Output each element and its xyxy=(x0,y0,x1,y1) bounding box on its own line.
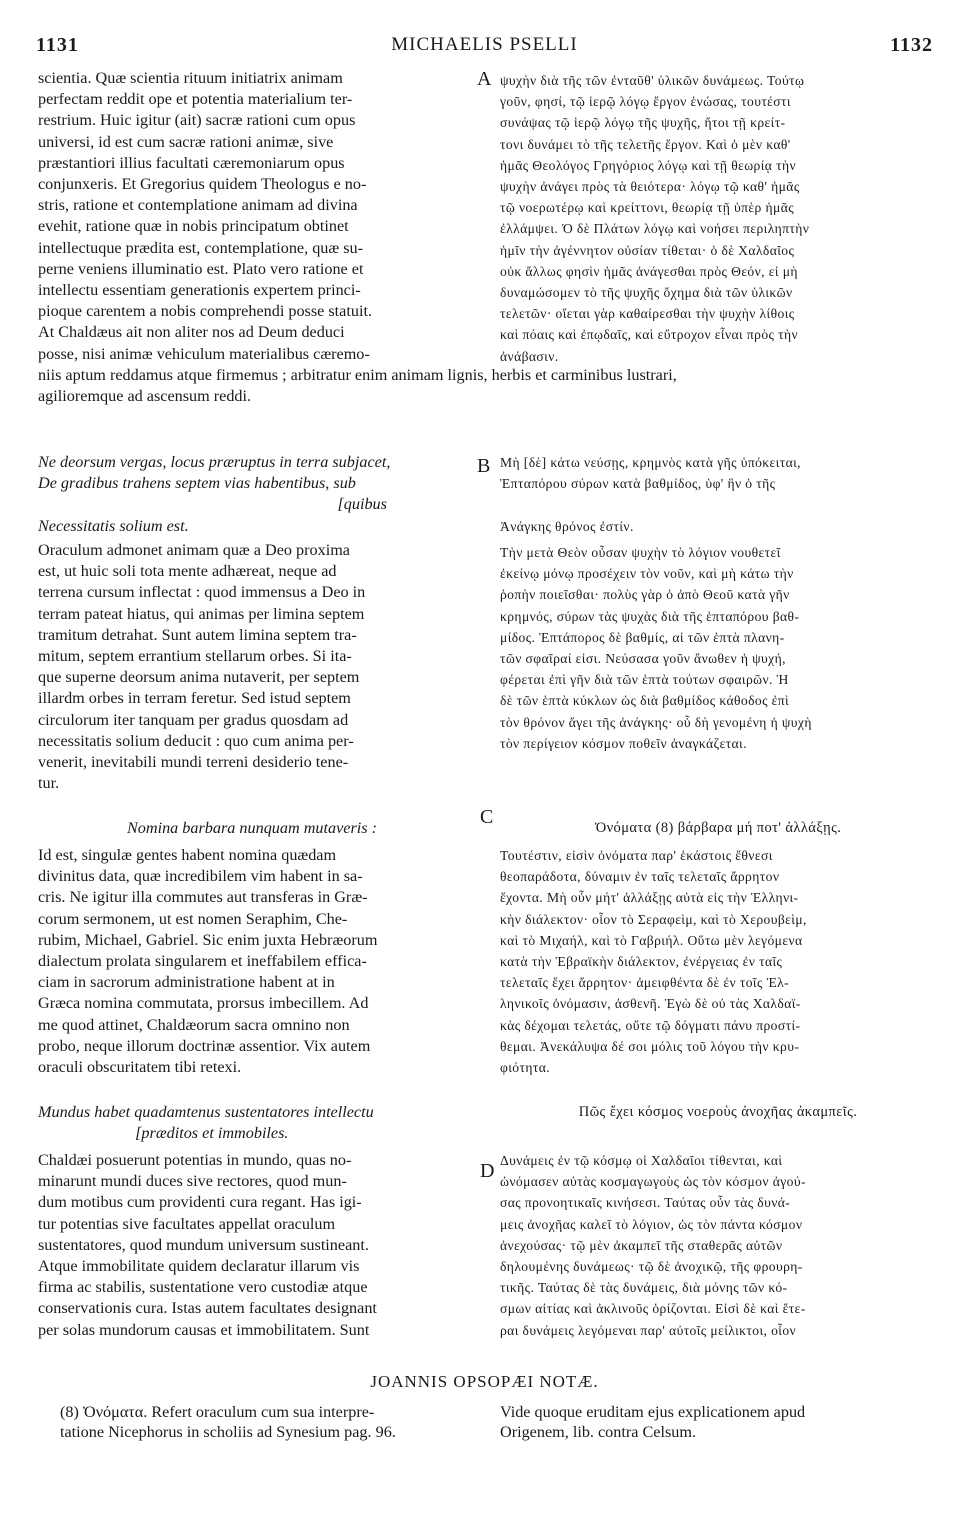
heading-greek-d: Πῶς ἔχει κόσμος νοεροὺς ἀνοχῆας ἀκαμπεῖς. xyxy=(578,1104,858,1120)
page-number-right: 1132 xyxy=(890,34,933,56)
latin-text-section-a-continued: niis aptum reddamus atque firmemus ; arbitratur enim animam lignis, herbis et carminibus lustrari, agilioremque ad ascensum reddi. xyxy=(38,366,677,406)
notes-title: JOANNIS OPSOPÆI NOTÆ. xyxy=(370,1372,599,1391)
oracle-greek-c: Ὀνόματα (8) βάρβαρα μή ποτ' ἀλλάξῃς. xyxy=(594,820,842,836)
latin-text-section-a: scientia. Quæ scientia rituum initiatrix animam perfectam reddit ope et potentia materialium ter- restrium. Huic igitur (ait) sacræ rationi cum opus universi, id est cum sacræ rationi animæ, sive præstantiori illius facultati cæremoniarum opus conjunxeris. Et Gregorius quidem Theologus e no- stris, ratione et contemplatione animam ad divina evehit, ratione quæ in nobis principatum obtinet intellectuque prædita est, contemplatione, quæ su- perne veniens illuminatio est. Plato vero ratione et intellectu essentiam generationis expertem princi- pioque carentem a nobis comprehendi posse statuit. At Chaldæus ait non aliter nos ad Deum deduci posse, nisi animæ vehiculum materialibus cæremo- xyxy=(38,69,373,363)
page-number-left: 1131 xyxy=(36,34,79,56)
margin-marker-c: C xyxy=(480,806,494,828)
page-header xyxy=(36,34,933,62)
greek-commentary-c: Τουτέστιν, εἰσὶν ὀνόματα παρ' ἑκάστοις ἔθνεσι θεοπαράδοτα, δύναμιν ἐν ταῖς τελεταῖς ἄρρητον ἔχοντα. Μὴ οὖν μήτ' ἀλλάξῃς αὐτὰ εἰς τὴν Ἑλληνι- κὴν διάλεκτον· οἷον τὸ Σεραφεὶμ, καὶ τὸ Χερουβεὶμ, καὶ τὸ Μιχαήλ, καὶ τὸ Γαβριήλ. Οὕτω μὲν λεγόμενα κατὰ τὴν Ἑβραϊκὴν διάλεκτον, ἐνέργειας ἐν ταῖς τελεταῖς ἔχει ἄρρητον· ἀμειφθέντα δὲ ἐν τοῖς Ἑλ- ληνικοῖς ὀνόμασιν, ἀσθενῆ. Ἐγὼ δὲ οὐ τὰς Χαλδαϊ- κὰς δέχομαι τελετάς, οὔτε τῷ δόγματι πάνυ προστί- θεμαι. Ἀνεκάλυψα δέ σοι μόλις τοῦ λόγου τὴν κρυ- φιότητα. xyxy=(500,848,807,1076)
greek-text-section-a: ψυχὴν διὰ τῆς τῶν ἐνταῦθ' ὑλικῶν δυνάμεως. Τούτῳ γοῦν, φησί, τῷ ἱερῷ λόγῳ ἔργον ἑνώσας, τουτέστι συνάψας τῷ ἱερῷ λόγῳ τῆς ψυχῆς, ἤτοι τῇ κρείτ- τονι δυνάμει τὸ τῆς τελετῆς ἔργον. Καὶ ὁ μὲν καθ' ἡμᾶς Θεολόγος Γρηγόριος λόγῳ καὶ τῇ θεωρίᾳ τὴν ψυχὴν ἀνάγει πρὸς τὰ θειότερα· λόγῳ τῷ καθ' ἡμᾶς τῷ νοερωτέρῳ καὶ κρείττονι, θεωρίᾳ τῇ ὑπὲρ ἡμᾶς ἐλλάμψει. Ὁ δὲ Πλάτων λόγῳ καὶ νοήσει περιληπτὴν ἡμῖν τὴν ἀγέννητον οὐσίαν τίθεται· ὁ δὲ Χαλδαῖος οὐκ ἄλλως φησὶν ἡμᾶς ἀνάγεσθαι πρὸς Θεόν, εἰ μὴ δυναμώσομεν τὸ τῆς ψυχῆς ὄχημα διὰ τῶν ὑλικῶν τελετῶν· οἴεται γὰρ καθαίρεσθαι τὴν ψυχὴν λίθοις καὶ πόαις καὶ ἐπῳδαῖς, καὶ εὔτροχον εἶναι πρὸς τὴν ἀνάβασιν. xyxy=(500,73,810,364)
latin-commentary-d: Chaldæi posuerunt potentias in mundo, quas no- minarunt mundi duces sive rectores, quod mun- dum motibus cum providenti cura regant. Has igi- tur potentias sive facultates appellat oraculum sustentatores, quod mundum universum sustineant. Atque immobilitate quidem declaratur illarum vis firma ac stabilis, sustentatione vero custodiæ atque conservationis cura. Istas autem facultates designant per solas mundorum causas et immobilitatem. Sunt xyxy=(38,1151,377,1339)
oracle-greek-b: Μὴ [δὲ] κάτω νεύσῃς, κρημνὸς κατὰ γῆς ὑπόκειται, Ἑπταπόρου σύρων κατὰ βαθμίδος, ὑφ' ἣν ὁ τῆς Ἀνάγκης θρόνος ἐστίν. xyxy=(500,455,801,534)
margin-marker-b: B xyxy=(477,455,491,477)
oracle-latin-c: Nomina barbara nunquam mutaveris : xyxy=(126,819,377,837)
latin-commentary-b: Oraculum admonet animam quæ a Deo proxima est, ut huic soli tota mente adhæreat, neque ad terrena cursum inflectat : quod immensus a Deo in terram pateat hiatus, qui animas per limina septem tramitum detrahat. Sunt autem limina septem tra- mitum, septem errantium stellarum orbes. Si ita- que superne deorsum anima nutaverit, per septem illardm orbes in terram feretur. Sed istud septem circulorum iter tanquam per gradus quosdam ad necessitatis solium deducit : quo cum anima per- venerit, inevitabili mundi terreni desiderio tene- tur. xyxy=(38,541,366,793)
footnote-right: Vide quoque eruditam ejus explicationem apud Origenem, lib. contra Celsum. xyxy=(500,1403,806,1441)
margin-marker-a: A xyxy=(477,68,492,90)
heading-latin-d: Mundus habet quadamtenus sustentatores intellectu [præditos et immobiles. xyxy=(38,1103,374,1143)
greek-commentary-b: Τὴν μετὰ Θεὸν οὖσαν ψυχὴν τὸ λόγιον νουθετεῖ ἐκείνῳ μόνῳ προσέχειν τὸν νοῦν, καὶ μὴ κάτω τὴν ῥοπὴν ποιεῖσθαι· πολὺς γὰρ ὁ ἀπὸ Θεοῦ κατὰ γῆν κρημνός, σύρων τὰς ψυχὰς διὰ τῆς ἑπταπόρου βαθ- μίδος. Ἑπτάπορος δὲ βαθμίς, αἱ τῶν ἑπτὰ πλανη- τῶν σφαῖραί εἰσι. Νεύσασα γοῦν ἄνωθεν ἡ ψυχή, φέρεται ἐπὶ γῆν διὰ τῶν ἑπτὰ τούτων σφαιρῶν. Ἡ δὲ τῶν ἑπτὰ κύκλων ὡς διὰ βαθμίδος κάθοδος ἐπὶ τὸν θρόνον ἄγει τῆς ἀνάγκης· οὗ δὴ γενομένη ἡ ψυχὴ τὸν περίγειον κόσμον ποθεῖν ἀναγκάζεται. xyxy=(500,545,812,751)
latin-commentary-c: Id est, singulæ gentes habent nomina quædam divinitus data, quæ incredibilem vim habent in sa- cris. Ne igitur illa commutes aut transferas in Græ- corum sermonem, ut est nomen Seraphim, Che- rubim, Michael, Gabriel. Sic enim juxta Hebræorum dialectum prolata singularem et ineffabilem effica- ciam in sacrorum administratione habent at in Græca nomina commutata, prorsus imbecillem. Ad me quod attinet, Chaldæorum sacra omnino non probo, neque illorum doctrinæ assentior. Vix autem oraculi obscuritatem tibi retexi. xyxy=(38,846,378,1077)
margin-marker-d: D xyxy=(480,1160,495,1182)
running-title: MICHAELIS PSELLI xyxy=(391,34,578,55)
footnote-left: (8) Ὀνόματα. Refert oraculum cum sua interpre- tatione Nicephorus in scholiis ad Synesium pag. 96. xyxy=(60,1403,396,1441)
oracle-latin-b: Ne deorsum vergas, locus præruptus in terra subjacet, De gradibus trahens septem vias habentibus, sub [quibus Necessitatis solium est. xyxy=(38,453,391,535)
greek-commentary-d: Δυνάμεις ἐν τῷ κόσμῳ οἱ Χαλδαῖοι τίθενται, καὶ ὠνόμασεν αὐτὰς κοσμαγωγοὺς ὡς τὸν κόσμον ἀγού- σας προνοητικαῖς κινήσεσι. Ταύτας οὖν τὰς δυνά- μεις ἀνοχῆας καλεῖ τὸ λόγιον, ὡς τὸν πάντα κόσμον ἀνεχούσας· τῷ μὲν ἀκαμπεῖ τῆς σταθερᾶς αὐτῶν δηλουμένης δυνάμεως· τῷ δὲ ἀνοχικῷ, τῆς φρουρη- τικῆς. Ταύτας δὲ τὰς δυνάμεις, διὰ μόνης τῶν κό- σμων αἰτίας καὶ ἀκλινοῦς ὁρίζονται. Εἰσὶ δὲ καὶ ἕτε- ραι δυνάμεις λεγόμεναι παρ' αὐτοῖς μείλικτοι, οἷον xyxy=(500,1153,806,1338)
